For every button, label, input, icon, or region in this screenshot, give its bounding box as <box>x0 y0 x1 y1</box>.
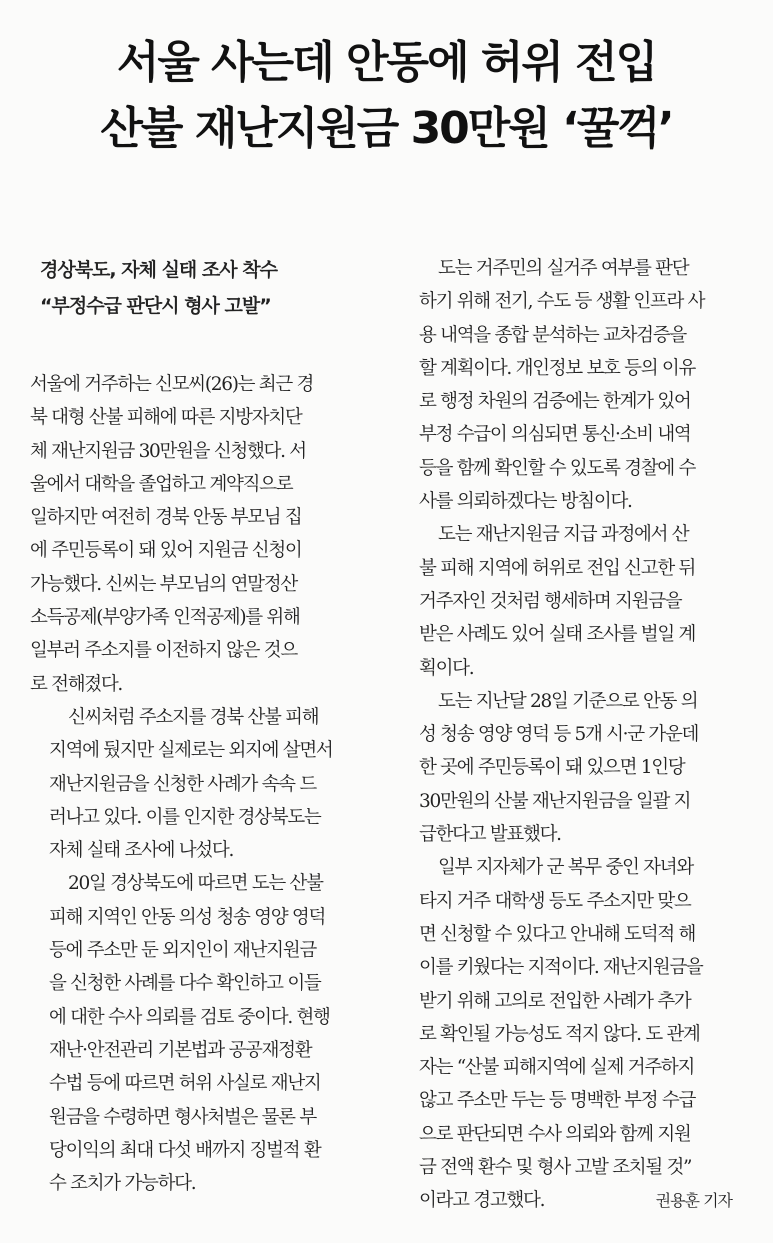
text-line: 북 대형 산불 피해에 따른 지방자치단 <box>30 407 302 429</box>
headline-line-1: 서울 사는데 안동에 허위 전입 <box>116 37 657 88</box>
text-line: 이라고 경고했다. <box>419 1190 545 1212</box>
text-line: 지역에 뒀지만 실제로는 외지에 살면서 <box>49 740 333 762</box>
paragraph-3 <box>30 867 370 1200</box>
text-line: 거주자인 것처럼 행세하며 지원금을 <box>419 590 682 612</box>
text-line: 이를 키웠다는 지적이다. 재난지원금을 <box>419 957 703 979</box>
text-line: 성 청송 영양 영덕 등 5개 시·군 가운데 <box>419 724 699 746</box>
text-line: 도는 거주민의 실거주 여부를 판단 <box>438 258 689 279</box>
text-line: 획이다. <box>419 657 474 679</box>
text-line: 30만원의 산불 재난지원금을 일괄 지 <box>419 790 691 812</box>
text-line: 일하지만 여전히 경북 안동 부모님 집 <box>30 507 302 529</box>
text-line: 자는 “산불 피해지역에 실제 거주하지 <box>419 1057 695 1079</box>
text-line: 로 확인될 가능성도 적지 않다. 도 관계 <box>419 1023 700 1045</box>
text-line: 도는 지난달 28일 기준으로 안동 의 <box>438 690 698 712</box>
closing-line-row <box>400 1184 740 1217</box>
text-line: 재난·안전관리 기본법과 공공재정환 <box>49 1039 312 1061</box>
text-line: 로 전해졌다. <box>30 673 123 695</box>
text-line: 원금을 수령하면 형사처벌은 물론 부 <box>49 1106 316 1128</box>
paragraph-1 <box>30 368 370 701</box>
text-line: 체 재난지원금 30만원을 신청했다. 서 <box>30 440 306 462</box>
text-line: 으로 판단되면 수사 의뢰와 함께 지원 <box>419 1123 691 1145</box>
text-line: 울에서 대학을 졸업하고 계약직으로 <box>30 473 293 495</box>
text-line: 일부 지자체가 군 복무 중인 자녀와 <box>438 857 693 879</box>
text-line: 면 신청할 수 있다고 안내해 도덕적 해 <box>419 923 696 945</box>
text-line: 금 전액 환수 및 형사 고발 조치될 것” <box>419 1157 692 1179</box>
text-line: 에 주민등록이 돼 있어 지원금 신청이 <box>30 540 302 562</box>
article-column-right <box>400 252 740 1218</box>
text-line: 용 내역을 종합 분석하는 교차검증을 <box>419 324 686 346</box>
text-line: 할 계획이다. 개인정보 보호 등의 이유 <box>419 357 696 379</box>
text-line: 에 대한 수사 의뢰를 검토 중이다. 현행 <box>49 1006 330 1028</box>
subheadline-line-1: 경상북도, 자체 실태 조사 착수 <box>40 259 277 281</box>
text-line: 받은 사례도 있어 실태 조사를 벌일 계 <box>419 624 696 646</box>
paragraph-7 <box>400 851 740 1217</box>
text-line: 소득공제(부양가족 인적공제)를 위해 <box>30 607 300 629</box>
text-line: 받기 위해 고의로 전입한 사례가 추가 <box>419 990 691 1012</box>
text-line: 로 행정 차원의 검증에는 한계가 있어 <box>419 391 691 413</box>
text-line: 피해 지역인 안동 의성 청송 영양 영덕 <box>49 906 326 928</box>
text-line: 타지 거주 대학생 등도 주소지만 맞으 <box>419 890 691 912</box>
text-line: 급한다고 발표했다. <box>419 824 561 846</box>
text-line: 등을 함께 확인할 수 있도록 경찰에 수 <box>419 457 696 479</box>
text-line: 수 조치가 가능하다. <box>49 1173 196 1195</box>
text-line: 하기 위해 전기, 수도 등 생활 인프라 사 <box>419 291 705 313</box>
text-line: 한 곳에 주민등록이 돼 있으면 1인당 <box>419 757 685 779</box>
text-line: 사를 의뢰하겠다는 방침이다. <box>419 491 632 513</box>
paragraph-4 <box>400 252 740 518</box>
subheadline <box>30 252 370 368</box>
article-column-left <box>30 252 370 1200</box>
text-line: 러나고 있다. 이를 인지한 경상북도는 <box>49 806 321 828</box>
text-line: 않고 주소만 두는 등 명백한 부정 수급 <box>419 1090 696 1112</box>
headline <box>20 30 753 162</box>
paragraph-5 <box>400 518 740 684</box>
text-line: 20일 경상북도에 따르면 도는 산불 <box>68 873 323 895</box>
text-line: 재난지원금을 신청한 사례가 속속 드 <box>49 773 316 795</box>
paragraph-6 <box>400 685 740 851</box>
text-line: 등에 주소만 둔 외지인이 재난지원금 <box>49 940 316 962</box>
text-line: 가능했다. 신씨는 부모님의 연말정산 <box>30 573 297 595</box>
text-line: 수법 등에 따르면 허위 사실로 재난지 <box>49 1073 321 1095</box>
text-line: 도는 재난지원금 지급 과정에서 산 <box>438 524 689 546</box>
text-line: 일부러 주소지를 이전하지 않은 것으 <box>30 640 297 662</box>
reporter-byline: 권용훈 기자 <box>655 1191 732 1211</box>
text-line: 신씨처럼 주소지를 경북 산불 피해 <box>68 706 319 728</box>
text-line: 부정 수급이 의심되면 통신·소비 내역 <box>419 424 691 446</box>
subheadline-line-2: “부정수급 판단시 형사 고발” <box>40 295 271 317</box>
text-line: 서울에 거주하는 신모씨(26)는 최근 경 <box>30 374 314 395</box>
text-line: 을 신청한 사례를 다수 확인하고 이들 <box>49 973 321 995</box>
text-line: 당이익의 최대 다섯 배까지 징벌적 환 <box>49 1139 321 1161</box>
headline-line-2: 산불 재난지원금 30만원 ‘꿀꺽’ <box>100 103 673 154</box>
paragraph-2 <box>30 701 370 867</box>
text-line: 자체 실태 조사에 나섰다. <box>49 840 234 862</box>
text-line: 불 피해 지역에 허위로 전입 신고한 뒤 <box>419 557 696 579</box>
